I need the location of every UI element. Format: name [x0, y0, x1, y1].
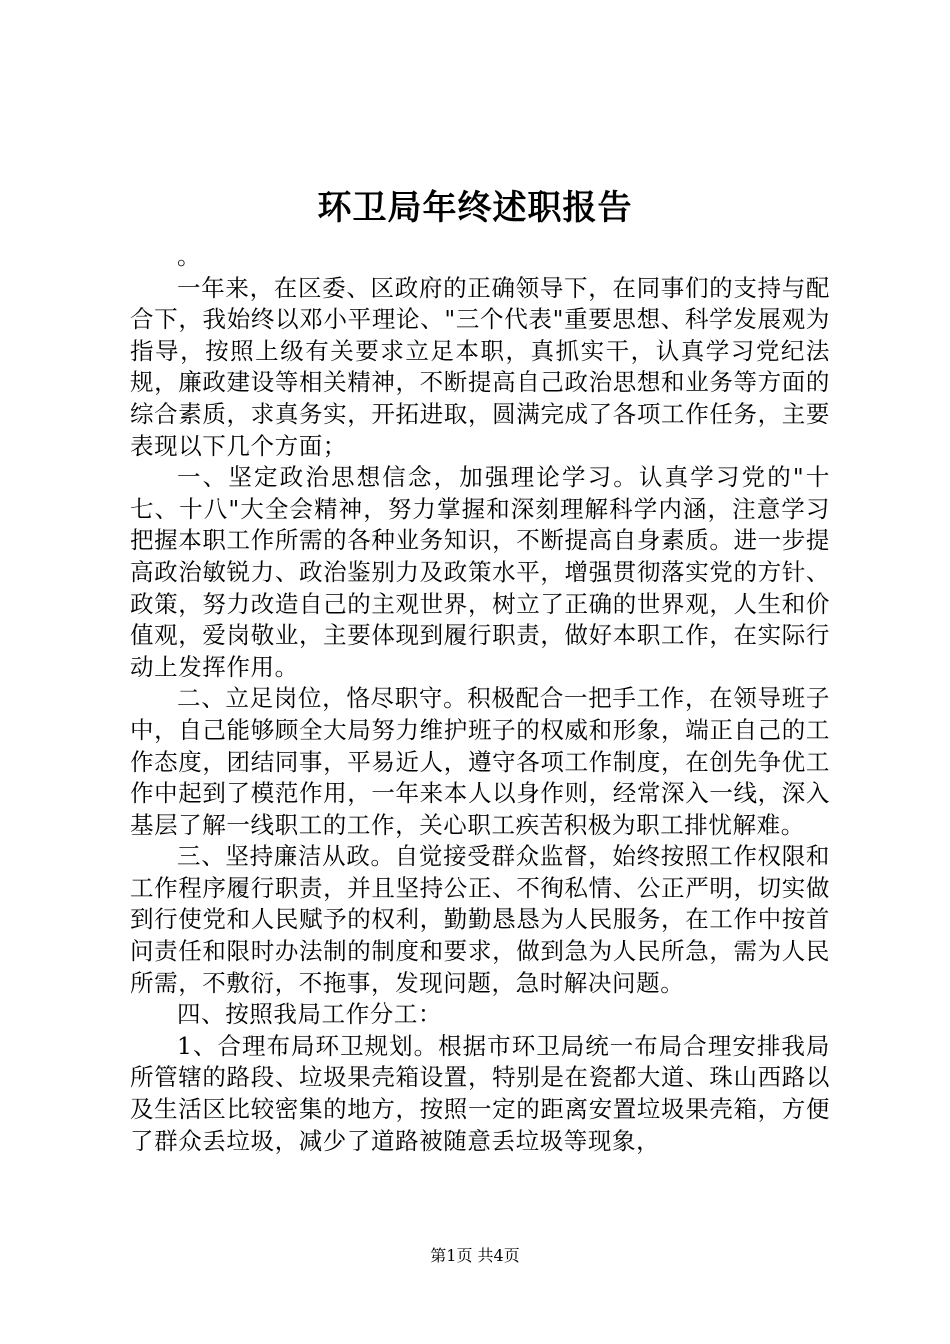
paragraph-intro: 一年来，在区委、区政府的正确领导下，在同事们的支持与配合下，我始终以邓小平理论、"三个代表"重要思想、科学发展观为指导，按照上级有关要求立足本职，真抓实干，认真学习党纪法规，廉政建设等相关精神，不断提高自己政治思想和业务等方面的综合素质，求真务实，开拓进取，圆满完成了各项工作任务，主要表现以下几个方面；: [130, 273, 830, 460]
paragraph-section-3: 三、坚持廉洁从政。自觉接受群众监督，始终按照工作权限和工作程序履行职责，并且坚持公正、不徇私情、公正严明，切实做到行使党和人民赋予的权利，勤勤恳恳为人民服务，在工作中按首问责任和限时办法制的制度和要求，做到急为人民所急，需为人民所需，不敷衍，不拖事，发现问题，急时解决问题。: [130, 842, 830, 997]
paragraph-section-1: 一、坚定政治思想信念，加强理论学习。认真学习党的"十七、十八"大全会精神，努力掌握和深刻理解科学内涵，注意学习把握本职工作所需的各种业务知识，不断提高自身素质。进一步提高政治敏锐力、政治鉴别力及政策水平，增强贯彻落实党的方针、政策，努力改造自己的主观世界，树立了正确的世界观，人生和价值观，爱岗敬业，主要体现到履行职责，做好本职工作，在实际行动上发挥作用。: [130, 463, 830, 681]
document-body: [130, 241, 830, 1157]
paragraph-opening-mark: 。: [177, 242, 202, 270]
paragraph-section-2: 二、立足岗位，恪尽职守。积极配合一把手工作，在领导班子中，自己能够顾全大局努力维护班子的权威和形象，端正自己的工作态度，团结同事，平易近人，遵守各项工作制度，在创先争优工作中起到了模范作用，一年来本人以身作则，经常深入一线，深入基层了解一线职工的工作，关心职工疾苦积极为职工排忧解难。: [130, 684, 830, 839]
paragraph-section-4-item-1: 1、合理布局环卫规划。根据市环卫局统一布局合理安排我局所管辖的路段、垃圾果壳箱设置，特别是在瓷都大道、珠山西路以及生活区比较密集的地方，按照一定的距离安置垃圾果壳箱，方便了群众丢垃圾，减少了道路被随意丢垃圾等现象，: [130, 1031, 830, 1155]
page-footer: 第1页 共4页: [430, 1246, 520, 1265]
document-title: 环卫局年终述职报告: [317, 188, 633, 228]
paragraph-section-4-heading: 四、按照我局工作分工：: [177, 1000, 443, 1029]
